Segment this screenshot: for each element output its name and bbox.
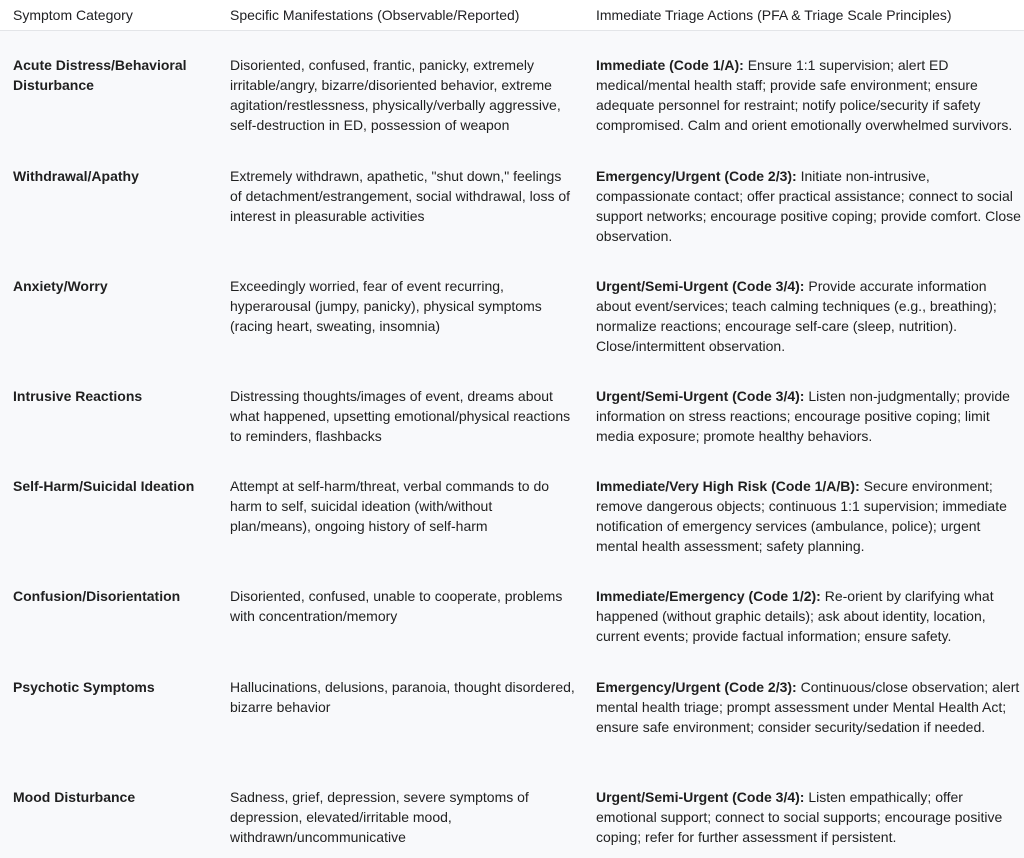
header-manifestations: Specific Manifestations (Observable/Reported) [230,7,520,23]
header-triage-actions: Immediate Triage Actions (PFA & Triage Scale Principles) [596,7,952,23]
triage-action-text: Ensure 1:1 supervision; alert ED medical/mental health staff; provide safe environment; ensure adequate personnel for restraint; notify police/security if safety compromised. Calm and orient emotionally overwhelmed survivors. [596,57,1013,133]
triage-action-text: Secure environment; remove dangerous objects; continuous 1:1 supervision; immediate notification of emergency services (ambulance, police); urgent mental health assessment; safety planning. [596,478,1007,554]
manifestations: Distressing thoughts/images of event, dreams about what happened, upsetting emotional/physical reactions to reminders, flashbacks [230,388,571,444]
triage-action-text: Continuous/close observation; alert mental health triage; prompt assessment under Mental Health Act; ensure safe environment; consider security/sedation if needed. [596,679,1020,735]
triage-code: Immediate/Emergency (Code 1/2): [596,588,821,604]
triage-action-text: Listen empathically; offer emotional support; connect to social supports; encourage positive coping; refer for further assessment if persistent. [596,789,1003,845]
triage-code: Urgent/Semi-Urgent (Code 3/4): [596,789,805,805]
triage-code: Immediate (Code 1/A): [596,57,744,73]
manifestations: Exceedingly worried, fear of event recurring, hyperarousal (jumpy, panicky), physical symptoms (racing heart, sweating, insomnia) [230,278,542,334]
triage-code: Urgent/Semi-Urgent (Code 3/4): [596,278,805,294]
triage-action [596,55,1021,135]
manifestations: Hallucinations, delusions, paranoia, thought disordered, bizarre behavior [230,679,575,715]
triage-code: Immediate/Very High Risk (Code 1/A/B): [596,478,860,494]
triage-action [596,586,1021,646]
symptom-category: Mood Disturbance [13,789,136,805]
triage-action [596,677,1021,737]
symptom-category: Anxiety/Worry [13,278,108,294]
symptom-category: Confusion/Disorientation [13,588,181,604]
triage-code: Emergency/Urgent (Code 2/3): [596,168,797,184]
table-header [0,0,1024,31]
manifestations: Disoriented, confused, unable to cooperate, problems with concentration/memory [230,588,563,624]
symptom-category: Withdrawal/Apathy [13,168,139,184]
triage-action [596,276,1021,356]
triage-action [596,787,1021,847]
symptom-category: Acute Distress/Behavioral Disturbance [13,57,187,93]
header-symptom-category: Symptom Category [13,7,133,23]
triage-code: Urgent/Semi-Urgent (Code 3/4): [596,388,805,404]
manifestations: Disoriented, confused, frantic, panicky, extremely irritable/angry, bizarre/disoriented behavior, extreme agitation/restlessness, physically/verbally aggressive, self-destruction in ED, possession of weapon [230,57,561,133]
triage-action [596,166,1021,246]
triage-action-text: Provide accurate information about event/services; teach calming techniques (e.g., breathing); normalize reactions; encourage self-care (sleep, nutrition). Close/intermittent observation. [596,278,997,354]
triage-code: Emergency/Urgent (Code 2/3): [596,679,797,695]
symptom-category: Psychotic Symptoms [13,679,155,695]
manifestations: Attempt at self-harm/threat, verbal commands to do harm to self, suicidal ideation (with/without plan/means), ongoing history of self-harm [230,478,550,534]
manifestations: Extremely withdrawn, apathetic, "shut down," feelings of detachment/estrangement, social withdrawal, loss of interest in pleasurable activities [230,168,571,224]
triage-action-text: Listen non-judgmentally; provide information on stress reactions; encourage positive coping; limit media exposure; promote healthy behaviors. [596,388,1010,444]
triage-action [596,386,1021,446]
triage-action [596,476,1021,556]
triage-action-text: Re-orient by clarifying what happened (without graphic details); ask about identity, location, current events; provide factual information; ensure safety. [596,588,994,644]
symptom-category: Self-Harm/Suicidal Ideation [13,478,195,494]
manifestations: Sadness, grief, depression, severe symptoms of depression, elevated/irritable mood, withdrawn/uncommunicative [230,789,529,845]
triage-action-text: Initiate non-intrusive, compassionate contact; offer practical assistance; connect to social support networks; encourage positive coping; provide comfort. Close observation. [596,168,1021,244]
symptom-category: Intrusive Reactions [13,388,143,404]
